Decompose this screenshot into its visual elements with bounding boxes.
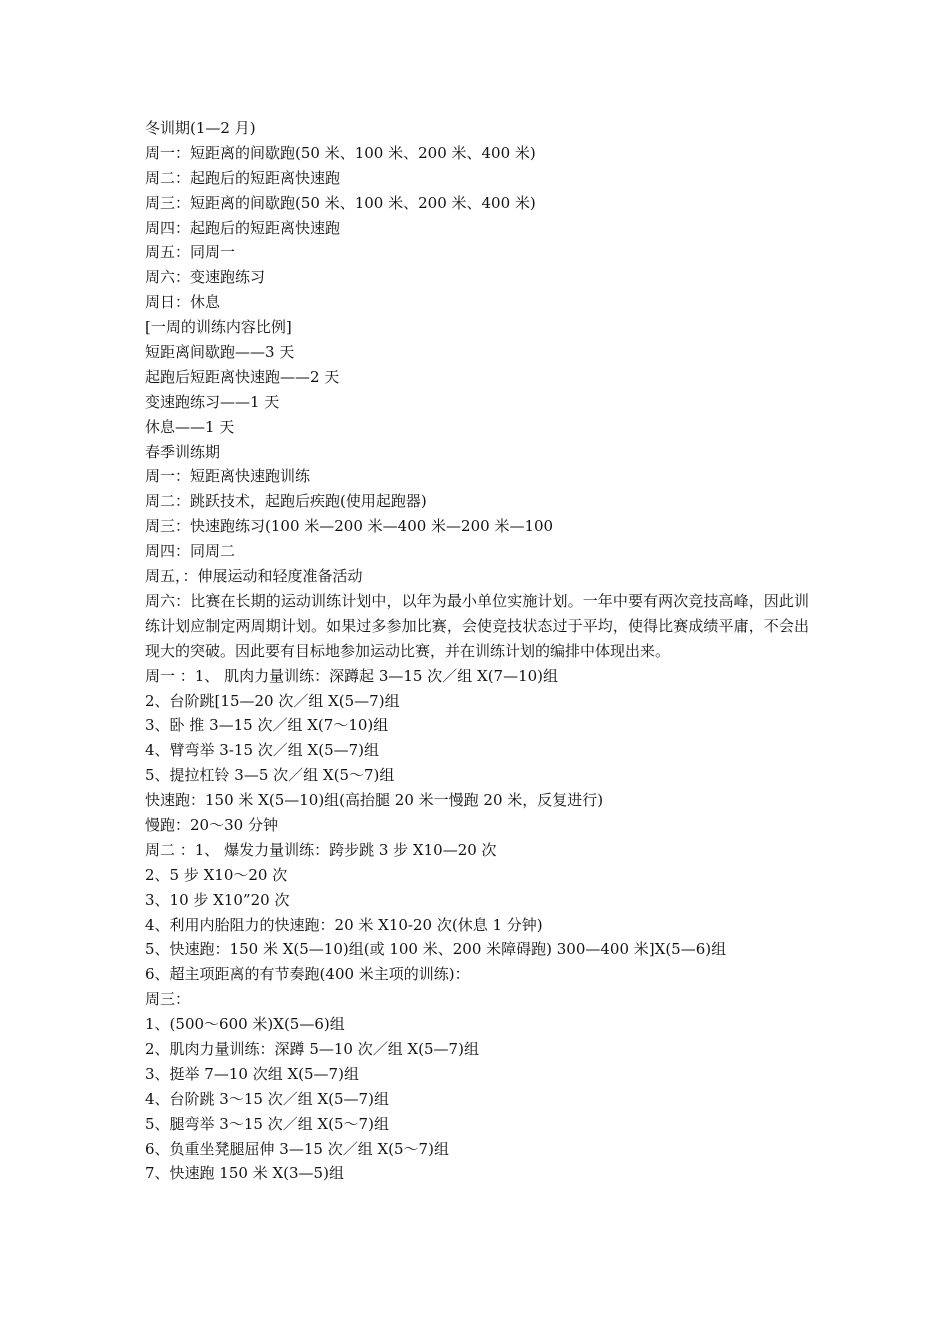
text-line: 慢跑：20～30 分钟 xyxy=(145,815,278,834)
text-line: 周三： xyxy=(145,990,191,1009)
text-line: 1、(500～600 米)X(5—6)组 xyxy=(145,1015,345,1034)
text-line: [一周的训练内容比例] xyxy=(145,318,292,337)
text-line: 周六：变速跑练习 xyxy=(145,268,266,287)
text-line: 2、台阶跳[15—20 次／组 X(5—7)组 xyxy=(145,691,400,710)
text-line: 周四：起跑后的短距离快速跑 xyxy=(145,218,341,237)
text-line: 周三：短距离的间歇跑(50 米、100 米、200 米、400 米) xyxy=(145,193,536,212)
text-line: 春季训练期 xyxy=(145,442,221,461)
text-line: 4、臂弯举 3-15 次／组 X(5—7)组 xyxy=(145,741,380,760)
text-line: 5、提拉杠铃 3—5 次／组 X(5～7)组 xyxy=(145,766,395,785)
text-line: 7、快速跑 150 米 X(3—5)组 xyxy=(145,1164,344,1183)
text-line: 5、快速跑：150 米 X(5—10)组(或 100 米、200 米障碍跑) 300—400 米]X(5—6)组 xyxy=(145,940,727,959)
text-line: 周一：短距离快速跑训练 xyxy=(145,467,311,486)
text-line: 周二 ：1、 爆发力量训练：跨步跳 3 步 X10—20 次 xyxy=(145,840,497,859)
text-line: 周五，：伸展运动和轻度准备活动 xyxy=(145,567,363,586)
text-line: 周一：短距离的间歇跑(50 米、100 米、200 米、400 米) xyxy=(145,143,536,162)
text-line: 6、负重坐凳腿屈伸 3—15 次／组 X(5～7)组 xyxy=(145,1139,449,1158)
training-plan-bottom-section xyxy=(145,664,809,1187)
text-line: 周二：起跑后的短距离快速跑 xyxy=(145,168,341,187)
text-line: 周五：同周一 xyxy=(145,243,236,262)
text-line: 起跑后短距离快速跑——2 天 xyxy=(145,367,340,386)
text-line: 5、腿弯举 3～15 次／组 X(5～7)组 xyxy=(145,1114,389,1133)
text-line: 4、利用内胎阻力的快速跑：20 米 X10-20 次(休息 1 分钟) xyxy=(145,915,543,934)
document-body xyxy=(145,116,809,1186)
text-line: 3、卧 推 3—15 次／组 X(7～10)组 xyxy=(145,716,389,735)
text-line: 4、台阶跳 3～15 次／组 X(5—7)组 xyxy=(145,1089,389,1108)
text-line: 快速跑：150 米 X(5—10)组(高抬腿 20 米一慢跑 20 米，反复进行) xyxy=(145,791,604,810)
text-line: 周一 ：1、 肌肉力量训练：深蹲起 3—15 次／组 X(7—10)组 xyxy=(145,666,559,685)
text-line: 周日：休息 xyxy=(145,293,221,312)
text-line: 3、10 步 X10”20 次 xyxy=(145,890,290,909)
text-line: 冬训期(1—2 月) xyxy=(145,119,256,137)
text-line: 2、肌肉力量训练：深蹲 5—10 次／组 X(5—7)组 xyxy=(145,1040,479,1058)
text-line: 周三：快速跑练习(100 米—200 米—400 米—200 米—100 xyxy=(145,517,554,536)
text-line: 变速跑练习——1 天 xyxy=(145,392,280,411)
text-line: 6、超主项距离的有节奏跑(400 米主项的训练)： xyxy=(145,965,470,984)
text-line: 周二：跳跃技术，起跑后疾跑(使用起跑器) xyxy=(145,492,427,511)
text-line: 3、挺举 7—10 次组 X(5—7)组 xyxy=(145,1064,359,1083)
text-line: 2、5 步 X10～20 次 xyxy=(145,865,288,884)
text-line: 休息——1 天 xyxy=(145,417,235,436)
text-line: 短距离间歇跑——3 天 xyxy=(145,343,295,362)
training-plan-top-section xyxy=(145,116,809,589)
text-line: 周四：同周二 xyxy=(145,542,236,561)
competition-planning-paragraph: 周六：比赛在长期的运动训练计划中，以年为最小单位实施计划。一年中要有两次竞技高峰，因此训练计划应制定两周期计划。如果过多参加比赛，会使竞技状态过于平均，使得比赛成绩平庸，不会出现大的突破。因此要有目标地参加运动比赛，并在训练计划的编排中体现出来。 xyxy=(145,591,809,660)
